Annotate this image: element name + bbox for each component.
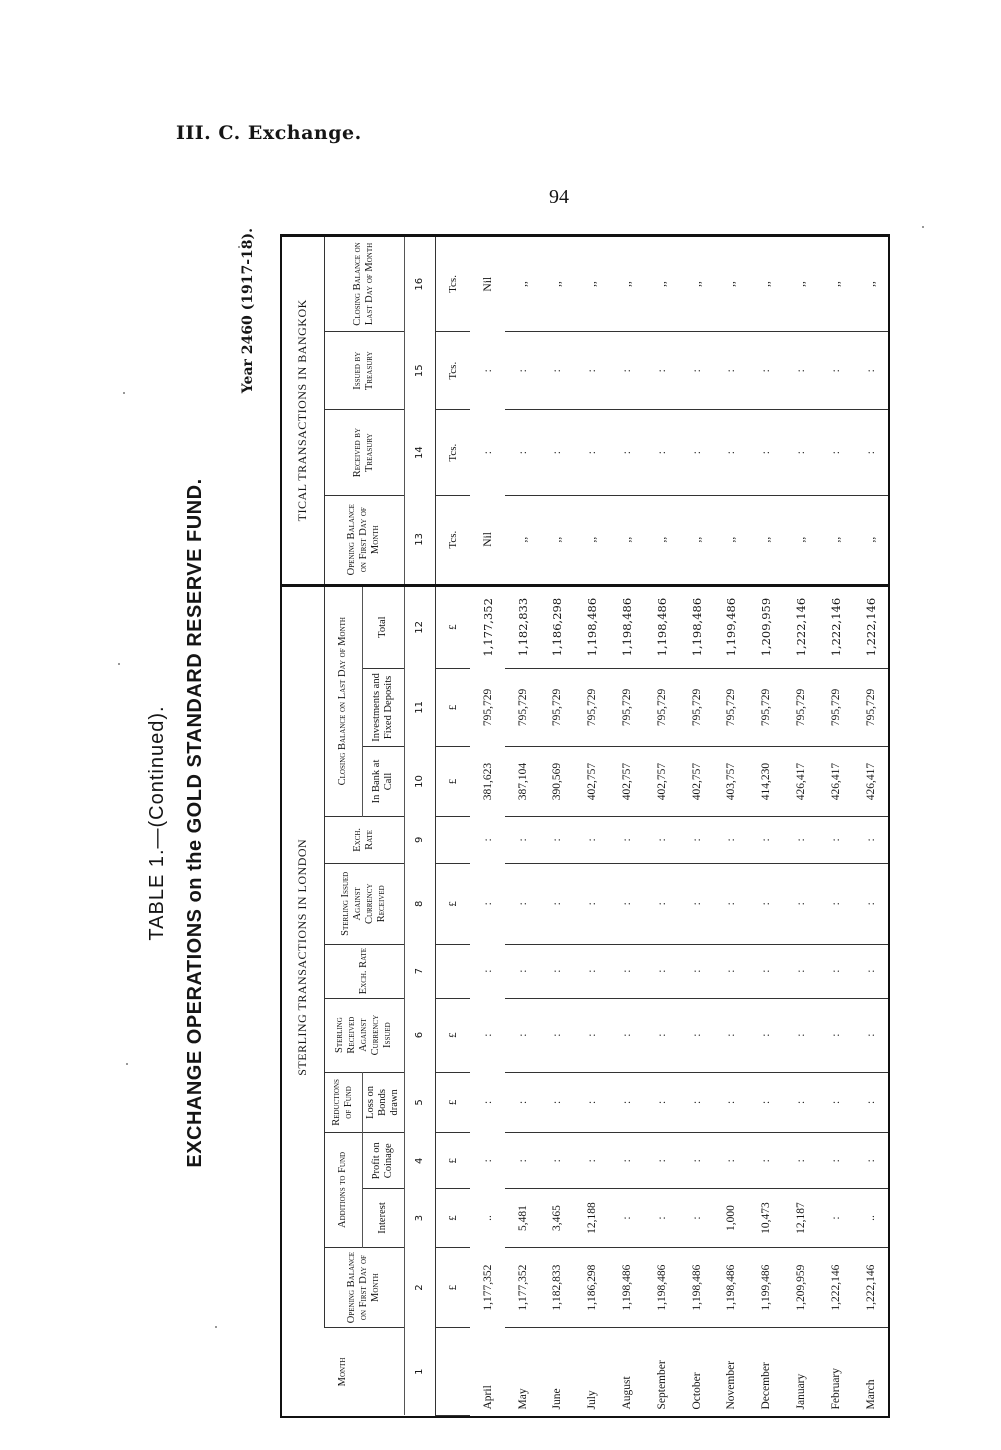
total-cell: 1,186,298 <box>540 585 575 668</box>
table-cell: : <box>784 863 819 944</box>
month-cell: March <box>864 1379 877 1410</box>
col-header-investments: Investments and Fixed Deposits <box>362 668 404 747</box>
table-cell: : <box>679 998 714 1072</box>
table-cell: ,, <box>540 495 575 585</box>
table-cell: : <box>644 816 679 863</box>
table-cell: : <box>818 1133 853 1189</box>
column-number: 13 <box>404 495 435 585</box>
table-cell: 1,198,486 <box>714 1247 749 1328</box>
total-cell: 1,222,146 <box>853 585 888 668</box>
unit-label: £ <box>435 747 470 817</box>
table-cell: : <box>784 944 819 998</box>
column-number: 6 <box>404 998 435 1072</box>
table-cell: ,, <box>784 237 819 331</box>
unit-label: £ <box>435 668 470 747</box>
page-number: 94 <box>549 186 569 208</box>
table-cell: 10,473 <box>749 1189 784 1247</box>
scan-speck <box>126 1063 128 1065</box>
table-row <box>818 237 853 1416</box>
table-cell: 1,177,352 <box>505 1247 540 1328</box>
col-header-tical-closing: Closing Balance on Last Day of Month <box>324 237 404 331</box>
table-cell: ,, <box>575 495 610 585</box>
total-cell: 1,198,486 <box>610 585 645 668</box>
table-cell: : <box>540 410 575 495</box>
table-cell: 1,222,146 <box>818 1247 853 1328</box>
table-cell: : <box>749 331 784 410</box>
table-cell: : <box>610 410 645 495</box>
col-header-loss-on-bonds: Loss on Bonds drawn <box>362 1072 404 1133</box>
table-cell: : <box>481 369 494 373</box>
table-cell: : <box>610 331 645 410</box>
column-number: 2 <box>404 1247 435 1328</box>
table-cell: : <box>679 331 714 410</box>
table-cell: : <box>481 838 494 842</box>
month-cell: April <box>481 1385 494 1410</box>
table-cell: ,, <box>610 237 645 331</box>
table-cell: : <box>853 410 888 495</box>
table-cell: : <box>505 1133 540 1189</box>
table-cell: : <box>714 998 749 1072</box>
table-cell: : <box>505 331 540 410</box>
table-cell: 3,465 <box>540 1189 575 1247</box>
table-cell: 1,209,959 <box>784 1247 819 1328</box>
table-cell: 1,182,833 <box>540 1247 575 1328</box>
column-number: 8 <box>404 863 435 944</box>
table-cell: : <box>540 816 575 863</box>
table-cell: ,, <box>818 237 853 331</box>
table-cell: : <box>818 944 853 998</box>
table-cell: : <box>679 1072 714 1133</box>
table-row <box>505 237 540 1416</box>
column-number: 4 <box>404 1133 435 1189</box>
ledger-frame <box>280 234 890 1418</box>
table-cell: : <box>853 816 888 863</box>
table-row <box>679 237 714 1416</box>
table-cell: : <box>818 331 853 410</box>
col-header-month: Month <box>282 1328 404 1416</box>
table-cell: ,, <box>644 237 679 331</box>
table-cell: : <box>644 410 679 495</box>
exchange-operations-table <box>282 237 888 1416</box>
month-cell: February <box>829 1367 842 1410</box>
table-cell: : <box>784 998 819 1072</box>
month-cell: May <box>516 1388 529 1410</box>
table-cell: : <box>610 1072 645 1133</box>
unit-label <box>435 816 470 863</box>
table-cell: 12,188 <box>575 1189 610 1247</box>
table-cell: : <box>505 816 540 863</box>
table-cell: : <box>784 816 819 863</box>
table-cell: : <box>505 1072 540 1133</box>
table-cell: : <box>644 944 679 998</box>
table-cell: : <box>853 1133 888 1189</box>
table-cell: .. <box>853 1189 888 1247</box>
table-cell: : <box>575 1133 610 1189</box>
unit-label: £ <box>435 1247 470 1328</box>
column-number: 15 <box>404 331 435 410</box>
col-header-profit-on-coinage: Profit on Coinage <box>362 1133 404 1189</box>
total-cell: 1,177,352 <box>480 598 495 657</box>
col-header-opening-balance: Opening Balance on First Day of Month <box>324 1247 404 1328</box>
total-cell: 1,222,146 <box>784 585 819 668</box>
scan-speck <box>118 663 120 665</box>
table-row <box>714 237 749 1416</box>
col-header-issued-by-treasury: Issued by Treasury <box>324 331 404 410</box>
table-cell: : <box>853 998 888 1072</box>
table-cell: ,, <box>714 495 749 585</box>
table-cell: 381,623 <box>481 762 494 801</box>
col-header-sterling-received: Sterling Received Against Currency Issued <box>324 998 404 1072</box>
column-number: 12 <box>404 585 435 668</box>
table-cell: Nil <box>470 495 505 585</box>
column-number: 11 <box>404 668 435 747</box>
table-cell: 12,187 <box>784 1189 819 1247</box>
total-cell: 1,198,486 <box>644 585 679 668</box>
table-cell: : <box>714 863 749 944</box>
table-cell: 426,417 <box>784 747 819 817</box>
table-cell: : <box>610 816 645 863</box>
table-row <box>470 237 505 1416</box>
table-row <box>644 237 679 1416</box>
table-cell: : <box>575 331 610 410</box>
table-cell: 390,569 <box>540 747 575 817</box>
unit-label <box>435 944 470 998</box>
col-header-in-bank-at-call: In Bank at Call <box>362 747 404 817</box>
unit-label: Tcs. <box>435 331 470 410</box>
table-cell: 426,417 <box>853 747 888 817</box>
table-cell: ,, <box>749 495 784 585</box>
table-cell: 795,729 <box>610 668 645 747</box>
unit-label: Tcs. <box>435 410 470 495</box>
column-number: 3 <box>404 1189 435 1247</box>
table-cell: ,, <box>853 495 888 585</box>
table-cell: : <box>818 1189 853 1247</box>
table-cell: : <box>540 944 575 998</box>
table-cell: : <box>714 1072 749 1133</box>
table-cell: : <box>784 410 819 495</box>
table-cell: 426,417 <box>818 747 853 817</box>
column-number: 14 <box>404 410 435 495</box>
table-cell: 795,729 <box>644 668 679 747</box>
table-cell: : <box>853 863 888 944</box>
table-cell: 5,481 <box>505 1189 540 1247</box>
table-cell: : <box>749 998 784 1072</box>
table-cell: 1,199,486 <box>749 1247 784 1328</box>
table-cell: : <box>481 969 494 973</box>
table-cell: : <box>481 451 494 455</box>
table-cell: : <box>818 816 853 863</box>
table-cell: Nil <box>481 276 494 292</box>
col-header-exch-rate-2: Exch. Rate <box>324 816 404 863</box>
table-cell: : <box>505 944 540 998</box>
col-header-total: Total <box>362 585 404 668</box>
table-cell: : <box>853 1072 888 1133</box>
table-cell: : <box>714 1133 749 1189</box>
month-cell: November <box>725 1360 738 1410</box>
table-cell: : <box>818 863 853 944</box>
total-cell: 1,222,146 <box>818 585 853 668</box>
unit-label: £ <box>435 585 470 668</box>
month-cell: July <box>586 1390 599 1410</box>
table-cell: : <box>644 1072 679 1133</box>
table-cell: : <box>679 1133 714 1189</box>
table-cell: 795,729 <box>714 668 749 747</box>
table-cell: : <box>540 863 575 944</box>
table-cell: : <box>575 944 610 998</box>
table-subtitle: EXCHANGE OPERATIONS on the GOLD STANDARD RESERVE FUND. <box>184 478 206 1168</box>
unit-row <box>435 237 470 1416</box>
table-cell: : <box>714 816 749 863</box>
table-row <box>610 237 645 1416</box>
table-cell: 1,000 <box>714 1189 749 1247</box>
table-row <box>784 237 819 1416</box>
table-cell: 1,177,352 <box>481 1264 494 1311</box>
table-cell: : <box>505 863 540 944</box>
table-cell: 795,729 <box>679 668 714 747</box>
table-cell: : <box>853 944 888 998</box>
table-cell: : <box>644 1189 679 1247</box>
scan-speck <box>123 392 125 394</box>
table-cell: ,, <box>575 237 610 331</box>
table-cell: : <box>679 816 714 863</box>
table-cell: : <box>575 863 610 944</box>
table-cell: 402,757 <box>610 747 645 817</box>
total-cell: 1,182,833 <box>505 585 540 668</box>
table-cell: 795,729 <box>481 688 494 727</box>
table-cell: : <box>481 1159 494 1163</box>
col-header-interest: Interest <box>362 1189 404 1247</box>
table-cell: : <box>575 998 610 1072</box>
table-cell: : <box>610 863 645 944</box>
table-cell: ,, <box>505 237 540 331</box>
table-cell: : <box>644 331 679 410</box>
table-cell: : <box>749 1133 784 1189</box>
month-cell: January <box>794 1373 807 1410</box>
table-cell: 414,230 <box>749 747 784 817</box>
month-cell: June <box>551 1388 564 1410</box>
table-cell: ,, <box>853 237 888 331</box>
group-header-closing: Closing Balance on Last Day of Month <box>324 585 362 816</box>
total-cell: 1,209,959 <box>749 585 784 668</box>
table-cell: 387,104 <box>505 747 540 817</box>
column-number: 10 <box>404 747 435 817</box>
unit-label: Tcs. <box>435 495 470 585</box>
table-cell: : <box>610 1189 645 1247</box>
table-cell: : <box>575 1072 610 1133</box>
section-heading: III. C. Exchange. <box>176 122 362 144</box>
table-cell: ,, <box>610 495 645 585</box>
col-header-exch-rate-1: Exch. Rate <box>324 944 404 998</box>
table-row <box>749 237 784 1416</box>
column-number-row <box>404 237 435 1416</box>
table-cell: ,, <box>679 495 714 585</box>
column-number: 5 <box>404 1072 435 1133</box>
table-cell: : <box>540 331 575 410</box>
table-cell: : <box>481 1100 494 1105</box>
group-header-sterling: STERLING TRANSACTIONS IN LONDON <box>282 585 324 1328</box>
column-number: 9 <box>404 816 435 863</box>
scan-speck <box>922 226 924 228</box>
total-cell: 1,199,486 <box>714 585 749 668</box>
column-number: 16 <box>404 237 435 331</box>
table-cell: : <box>610 944 645 998</box>
table-cell: : <box>575 410 610 495</box>
unit-label: £ <box>435 1133 470 1189</box>
total-cell: 1,198,486 <box>679 585 714 668</box>
table-cell: : <box>575 816 610 863</box>
table-cell: 1,198,486 <box>679 1247 714 1328</box>
table-cell: 1,198,486 <box>610 1247 645 1328</box>
table-cell: 795,729 <box>749 668 784 747</box>
table-cell: ,, <box>749 237 784 331</box>
table-cell: ,, <box>505 495 540 585</box>
table-cell: : <box>644 998 679 1072</box>
month-cell: August <box>620 1376 633 1410</box>
table-cell: 402,757 <box>644 747 679 817</box>
table-cell: : <box>818 1072 853 1133</box>
table-cell: 795,729 <box>818 668 853 747</box>
table-cell: ,, <box>714 237 749 331</box>
table-cell: : <box>481 1033 494 1037</box>
table-cell: ,, <box>540 237 575 331</box>
table-cell: ,, <box>818 495 853 585</box>
table-cell: : <box>714 410 749 495</box>
table-cell: ,, <box>679 237 714 331</box>
table-cell: 795,729 <box>853 668 888 747</box>
table-cell: ,, <box>644 495 679 585</box>
column-number: 1 <box>404 1328 435 1416</box>
table-cell: : <box>505 998 540 1072</box>
table-row <box>853 237 888 1416</box>
col-header-received-by-treasury: Received by Treasury <box>324 410 404 495</box>
table-cell: : <box>784 331 819 410</box>
group-header-reductions: Reductions of Fund <box>324 1072 362 1133</box>
table-cell: : <box>853 331 888 410</box>
table-body <box>470 237 888 1416</box>
table-cell: 1,198,486 <box>644 1247 679 1328</box>
table-title: TABLE 1.—(Continued). <box>146 705 168 941</box>
table-cell: : <box>540 998 575 1072</box>
table-cell: 795,729 <box>505 668 540 747</box>
table-cell: 795,729 <box>784 668 819 747</box>
table-cell: : <box>540 1072 575 1133</box>
col-header-tical-opening: Opening Balance on First Day of Month <box>324 495 404 585</box>
table-cell: : <box>714 331 749 410</box>
table-cell: .. <box>481 1215 494 1221</box>
table-cell: 1,222,146 <box>853 1247 888 1328</box>
unit-label: £ <box>435 998 470 1072</box>
table-cell: : <box>481 902 494 906</box>
table-cell: 402,757 <box>679 747 714 817</box>
table-cell: 402,757 <box>575 747 610 817</box>
group-header-additions: Additions to Fund <box>324 1133 362 1247</box>
month-cell: September <box>655 1360 668 1410</box>
table-row <box>540 237 575 1416</box>
table-cell: : <box>784 1072 819 1133</box>
table-cell: : <box>679 863 714 944</box>
table-cell: : <box>714 944 749 998</box>
table-cell: : <box>749 816 784 863</box>
table-cell: 795,729 <box>575 668 610 747</box>
month-cell: October <box>690 1372 703 1410</box>
year-caption: Year 2460 (1917-18). <box>240 228 256 394</box>
table-cell: : <box>749 863 784 944</box>
table-cell: ,, <box>784 495 819 585</box>
total-cell: 1,198,486 <box>575 585 610 668</box>
table-cell: : <box>679 410 714 495</box>
table-cell: : <box>610 1133 645 1189</box>
table-cell: : <box>505 410 540 495</box>
month-cell: December <box>760 1362 773 1410</box>
column-number: 7 <box>404 944 435 998</box>
table-cell: : <box>644 863 679 944</box>
unit-label: £ <box>435 1189 470 1247</box>
table-cell: : <box>749 944 784 998</box>
table-cell: : <box>749 1072 784 1133</box>
table-cell: 1,186,298 <box>575 1247 610 1328</box>
table-cell: : <box>540 1133 575 1189</box>
table-cell: : <box>818 998 853 1072</box>
group-header-tical: TICAL TRANSACTIONS IN BANGKOK <box>282 237 324 585</box>
col-header-sterling-issued: Sterling Issued Against Currency Received <box>324 863 404 944</box>
table-cell: : <box>610 998 645 1072</box>
table-cell: 795,729 <box>540 668 575 747</box>
table-row <box>575 237 610 1416</box>
table-cell: 403,757 <box>714 747 749 817</box>
unit-label <box>435 1328 470 1416</box>
table-cell: : <box>784 1133 819 1189</box>
table-cell: : <box>679 944 714 998</box>
unit-label: £ <box>435 863 470 944</box>
table-cell: : <box>749 410 784 495</box>
table-cell: : <box>644 1133 679 1189</box>
unit-label: £ <box>435 1072 470 1133</box>
rotated-table-block <box>138 228 898 1418</box>
table-cell: : <box>818 410 853 495</box>
unit-label: Tcs. <box>435 237 470 331</box>
table-cell: : <box>679 1189 714 1247</box>
